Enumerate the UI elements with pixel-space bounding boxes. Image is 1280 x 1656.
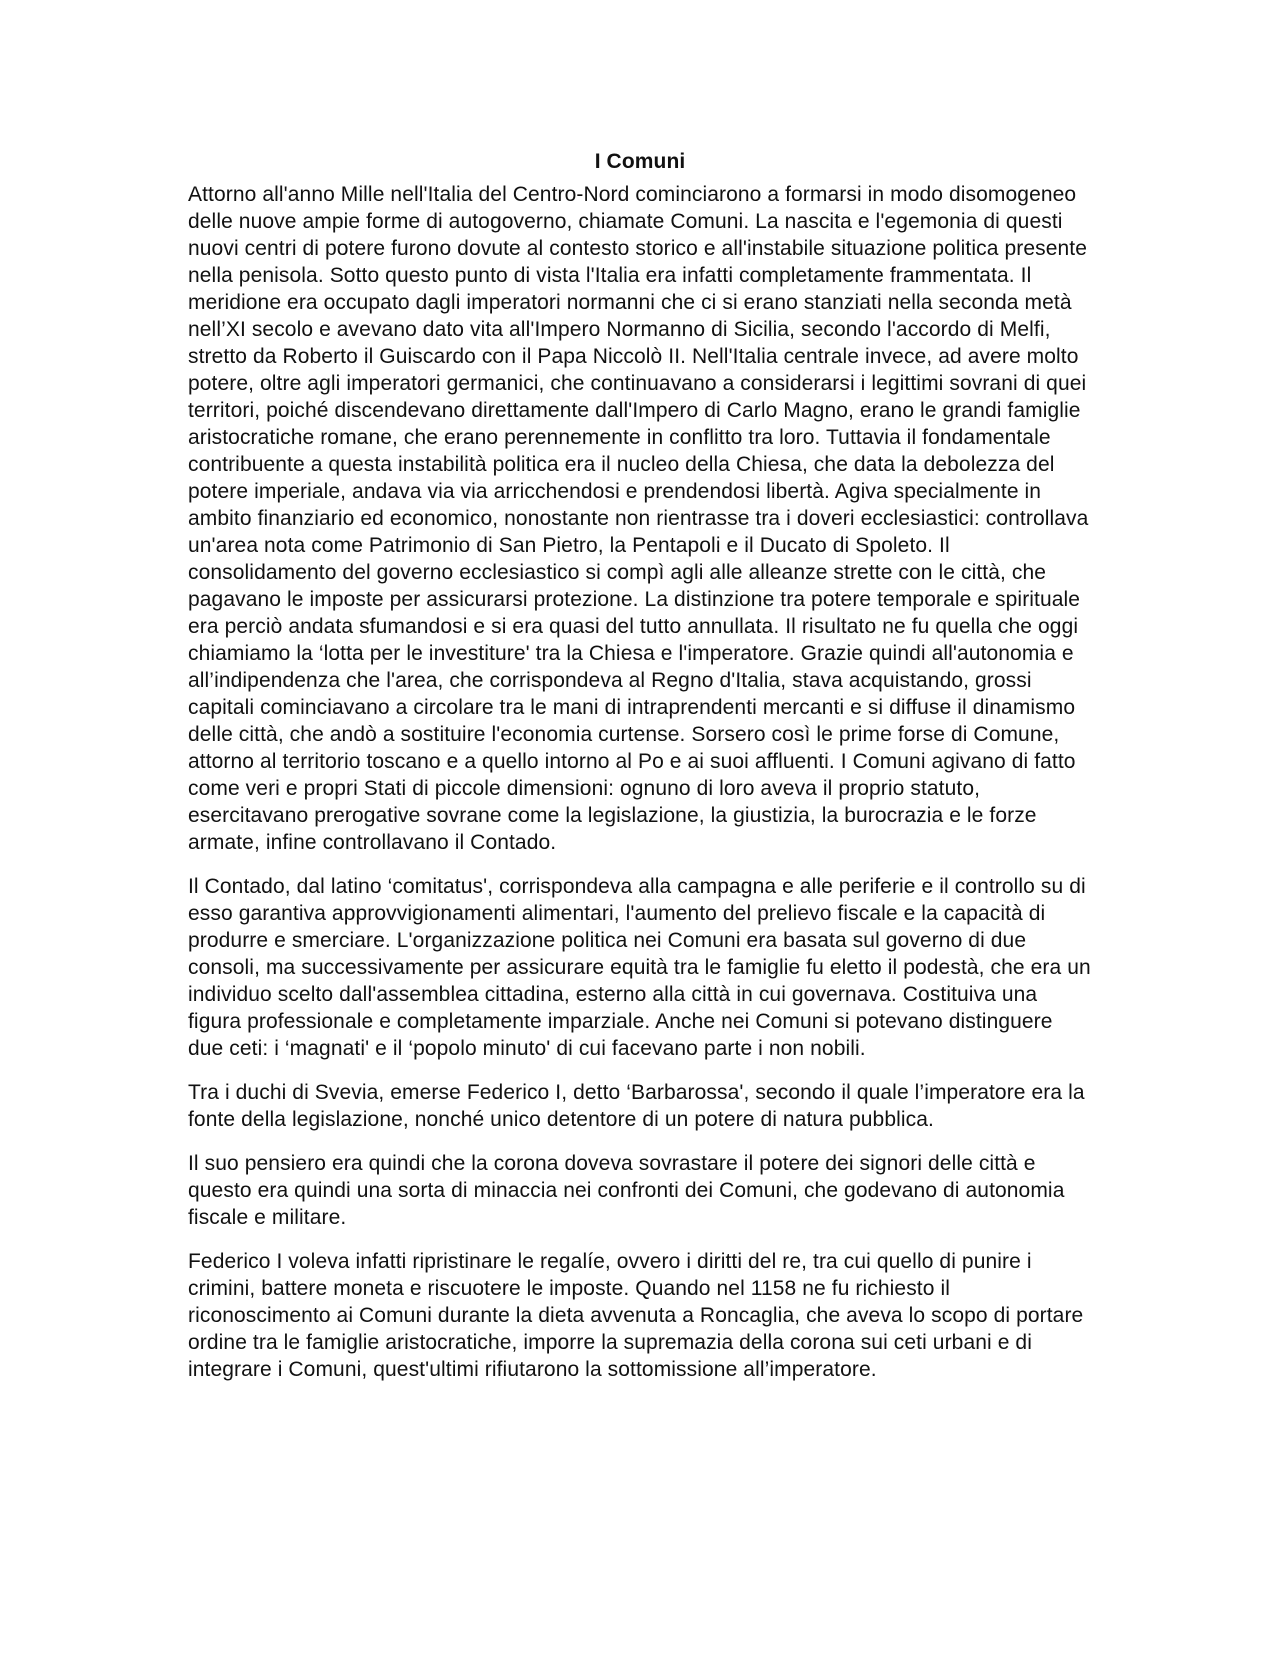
paragraph-4: Il suo pensiero era quindi che la corona doveva sovrastare il potere dei signori delle città e questo era quindi una sorta di minaccia nei confronti dei Comuni, che godevano di autonomia fiscale e militare. [188, 1152, 1065, 1229]
document-body [188, 148, 1092, 1400]
paragraph-3: Tra i duchi di Svevia, emerse Federico I, detto ‘Barbarossa', secondo il quale l’imperatore era la fonte della legislazione, nonché unico detentore di un potere di natura pubblica. [188, 1081, 1085, 1131]
paragraph-1: Attorno all'anno Mille nell'Italia del Centro-Nord cominciarono a formarsi in modo disomogeneo delle nuove ampie forme di autogoverno, chiamate Comuni. La nascita e l'egemonia di questi nuovi centri di potere furono dovute al contesto storico e all'instabile situazione politica presente nella penisola. Sotto questo punto di vista l'Italia era infatti completamente frammentata. Il meridione era occupato dagli imperatori normanni che ci si erano stanziati nella seconda metà nell’XI secolo e avevano dato vita all'Impero Normanno di Sicilia, secondo l'accordo di Melfi, stretto da Roberto il Guiscardo con il Papa Niccolò II. Nell'Italia centrale invece, ad avere molto potere, oltre agli imperatori germanici, che continuavano a considerarsi i legittimi sovrani di quei territori, poiché discendevano direttamente dall'Impero di Carlo Magno, erano le grandi famiglie aristocratiche romane, che erano perennemente in conflitto tra loro. Tuttavia il fondamentale contribuente a questa instabilità politica era il nucleo della Chiesa, che data la debolezza del potere imperiale, andava via via arricchendosi e prendendosi libertà. Agiva specialmente in ambito finanziario ed economico, nonostante non rientrasse tra i doveri ecclesiastici: controllava un'area nota come Patrimonio di San Pietro, la Pentapoli e il Ducato di Spoleto. Il consolidamento del governo ecclesiastico si compì agli alle alleanze strette con le città, che pagavano le imposte per assicurarsi protezione. La distinzione tra potere temporale e spirituale era perciò andata sfumandosi e si era quasi del tutto annullata. Il risultato ne fu quella che oggi chiamiamo la ‘lotta per le investiture' tra la Chiesa e l'imperatore. Grazie quindi all'autonomia e all’indipendenza che l'area, che corrispondeva al Regno d'Italia, stava acquistando, grossi capitali cominciavano a circolare tra le mani di intraprendenti mercanti e si diffuse il dinamismo delle città, che andò a sostituire l'economia curtense. Sorsero così le prime forse di Comune, attorno al territorio toscano e a quello intorno al Po e ai suoi affluenti. I Comuni agivano di fatto come veri e propri Stati di piccole dimensioni: ognuno di loro aveva il proprio statuto, esercitavano prerogative sovrane come la legislazione, la giustizia, la burocrazia e le forze armate, infine controllavano il Contado. [188, 183, 1089, 854]
paragraph-5: Federico I voleva infatti ripristinare le regalíe, ovvero i diritti del re, tra cui quello di punire i crimini, battere moneta e riscuotere le imposte. Quando nel 1158 ne fu richiesto il riconoscimento ai Comuni durante la dieta avvenuta a Roncaglia, che aveva lo scopo di portare ordine tra le famiglie aristocratiche, imporre la supremazia della corona sui ceti urbani e di integrare i Comuni, quest'ultimi rifiutarono la sottomissione all’imperatore. [188, 1250, 1084, 1381]
document-title: I Comuni [594, 150, 686, 173]
paragraph-2: Il Contado, dal latino ‘comitatus', corrispondeva alla campagna e alle periferie e il controllo su di esso garantiva approvvigionamenti alimentari, l'aumento del prelievo fiscale e la capacità di produrre e smerciare. L'organizzazione politica nei Comuni era basata sul governo di due consoli, ma successivamente per assicurare equità tra le famiglie fu eletto il podestà, che era un individuo scelto dall'assemblea cittadina, esterno alla città in cui governava. Costituiva una figura professionale e completamente imparziale. Anche nei Comuni si potevano distinguere due ceti: i ‘magnati' e il ‘popolo minuto' di cui facevano parte i non nobili. [188, 875, 1091, 1060]
